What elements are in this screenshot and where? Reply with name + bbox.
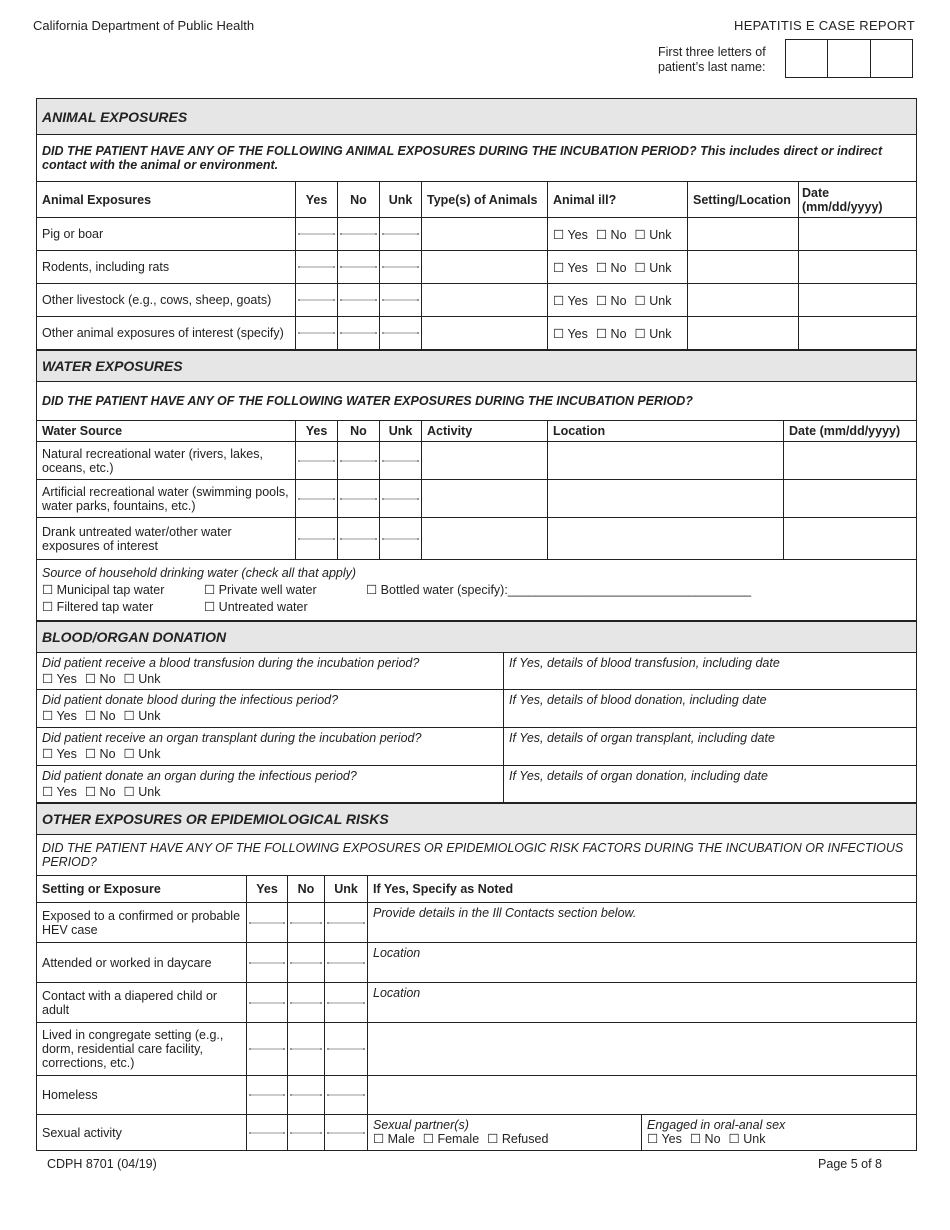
- col-header: Activity: [422, 421, 548, 442]
- yes-checkbox[interactable]: [247, 1076, 288, 1115]
- table-row: [37, 983, 917, 1023]
- row-label: Artificial recreational water (swimming pools, water parks, fountains, etc.): [37, 480, 296, 518]
- col-header: Yes: [296, 421, 338, 442]
- details-field[interactable]: Provide details in the Ill Contacts section below.: [368, 903, 917, 943]
- yes-checkbox[interactable]: [296, 442, 338, 480]
- date-field[interactable]: [784, 480, 917, 518]
- no-checkbox[interactable]: [338, 218, 380, 251]
- location-field[interactable]: Location: [368, 983, 917, 1023]
- blood-question: Did patient receive a blood transfusion during the incubation period? ☐ Yes ☐ No ☐ Unk: [37, 653, 504, 690]
- no-checkbox[interactable]: [338, 317, 380, 350]
- section-question: DID THE PATIENT HAVE ANY OF THE FOLLOWING WATER EXPOSURES DURING THE INCUBATION PERIOD?: [37, 382, 917, 421]
- household-water: [37, 560, 917, 621]
- row-label: Exposed to a confirmed or probable HEV case: [37, 903, 247, 943]
- blood-question: Did patient donate blood during the infectious period? ☐ Yes ☐ No ☐ Unk: [37, 690, 504, 728]
- initial-box[interactable]: [828, 40, 870, 77]
- no-checkbox[interactable]: [338, 284, 380, 317]
- untreated-water-checkbox[interactable]: ☐ Untreated water: [204, 599, 308, 614]
- table-row: [37, 943, 917, 983]
- animal-type-field[interactable]: [422, 317, 548, 350]
- yes-checkbox[interactable]: [247, 943, 288, 983]
- animal-ill-options[interactable]: ☐ Yes ☐ No ☐ Unk: [548, 218, 688, 251]
- no-checkbox[interactable]: [338, 518, 380, 560]
- table-row: [37, 1115, 917, 1151]
- details-field[interactable]: If Yes, details of organ transplant, including date: [504, 728, 917, 766]
- private-well-checkbox[interactable]: ☐ Private well water: [204, 582, 317, 597]
- details-field[interactable]: [368, 1076, 917, 1115]
- col-header: Date (mm/dd/yyyy): [799, 182, 917, 218]
- animal-exposures-table: [36, 98, 917, 350]
- section-title: OTHER EXPOSURES OR EPIDEMIOLOGICAL RISKS: [37, 804, 917, 835]
- animal-type-field[interactable]: [422, 218, 548, 251]
- table-row: [37, 284, 917, 317]
- activity-field[interactable]: [422, 518, 548, 560]
- yes-checkbox[interactable]: [247, 903, 288, 943]
- col-header: Yes: [296, 182, 338, 218]
- col-header: No: [338, 421, 380, 442]
- details-field[interactable]: If Yes, details of blood transfusion, including date: [504, 653, 917, 690]
- table-row: [37, 903, 917, 943]
- row-label: Contact with a diapered child or adult: [37, 983, 247, 1023]
- animal-ill-options[interactable]: ☐ Yes ☐ No ☐ Unk: [548, 251, 688, 284]
- section-title: WATER EXPOSURES: [37, 351, 917, 382]
- location-field[interactable]: [548, 480, 784, 518]
- col-header: If Yes, Specify as Noted: [368, 876, 917, 903]
- row-label: Lived in congregate setting (e.g., dorm, residential care facility, corrections, etc.): [37, 1023, 247, 1076]
- animal-ill-options[interactable]: ☐ Yes ☐ No ☐ Unk: [548, 317, 688, 350]
- household-water-label: Source of household drinking water (check all that apply): [42, 565, 357, 580]
- yes-no-unk-options[interactable]: ☐ Yes ☐ No ☐ Unk: [42, 785, 161, 799]
- table-row: [37, 1076, 917, 1115]
- table-row: [37, 766, 917, 803]
- details-field[interactable]: [368, 1023, 917, 1076]
- oral-anal-label: Engaged in oral-anal sex: [647, 1118, 786, 1132]
- table-row: [37, 653, 917, 690]
- row-label: Sexual activity: [37, 1115, 247, 1151]
- yes-checkbox[interactable]: [296, 284, 338, 317]
- page-number: Page 5 of 8: [818, 1157, 882, 1171]
- unk-checkbox[interactable]: [325, 1115, 368, 1151]
- section-question: DID THE PATIENT HAVE ANY OF THE FOLLOWING EXPOSURES OR EPIDEMIOLOGIC RISK FACTORS DURING THE INCUBATION OR INFECTIOUS PERIOD?: [37, 835, 917, 876]
- col-header: Water Source: [37, 421, 296, 442]
- blood-organ-table: [36, 621, 917, 803]
- no-checkbox[interactable]: [288, 943, 325, 983]
- sexual-partner-field: [368, 1115, 642, 1151]
- unk-checkbox[interactable]: [380, 480, 422, 518]
- other-exposures-table: [36, 803, 917, 1151]
- date-field[interactable]: [799, 218, 917, 251]
- col-header: Animal Exposures: [37, 182, 296, 218]
- yes-checkbox[interactable]: [247, 1115, 288, 1151]
- unk-checkbox[interactable]: [325, 1076, 368, 1115]
- yes-checkbox[interactable]: [296, 251, 338, 284]
- unk-checkbox[interactable]: [325, 943, 368, 983]
- col-header: Unk: [380, 182, 422, 218]
- oral-anal-field: [642, 1115, 917, 1151]
- row-label: Natural recreational water (rivers, lakes, oceans, etc.): [37, 442, 296, 480]
- setting-field[interactable]: [688, 251, 799, 284]
- no-checkbox[interactable]: [288, 983, 325, 1023]
- activity-field[interactable]: [422, 442, 548, 480]
- table-row: [37, 480, 917, 518]
- yes-no-unk-options[interactable]: ☐ Yes ☐ No ☐ Unk: [42, 672, 161, 686]
- table-row: [37, 218, 917, 251]
- yes-checkbox[interactable]: [247, 1023, 288, 1076]
- setting-field[interactable]: [688, 218, 799, 251]
- unk-checkbox[interactable]: [325, 983, 368, 1023]
- no-checkbox[interactable]: [338, 442, 380, 480]
- location-field[interactable]: Location: [368, 943, 917, 983]
- col-header: Type(s) of Animals: [422, 182, 548, 218]
- sexual-partner-label: Sexual partner(s): [373, 1118, 469, 1132]
- row-label: Homeless: [37, 1076, 247, 1115]
- activity-field[interactable]: [422, 480, 548, 518]
- row-label: Rodents, including rats: [37, 251, 296, 284]
- yes-checkbox[interactable]: [296, 480, 338, 518]
- initial-box[interactable]: [871, 40, 912, 77]
- yes-checkbox[interactable]: [296, 317, 338, 350]
- row-label: Drank untreated water/other water exposures of interest: [37, 518, 296, 560]
- filtered-tap-checkbox[interactable]: ☐ Filtered tap water: [42, 599, 154, 614]
- setting-field[interactable]: [688, 284, 799, 317]
- case-report-form: [36, 98, 916, 1151]
- table-row: [37, 518, 917, 560]
- no-checkbox[interactable]: [288, 1115, 325, 1151]
- date-field[interactable]: [799, 251, 917, 284]
- initial-box[interactable]: [786, 40, 828, 77]
- section-question: DID THE PATIENT HAVE ANY OF THE FOLLOWING ANIMAL EXPOSURES DURING THE INCUBATION PERIOD? This includes direct or indirect contact with the animal or environment.: [37, 135, 917, 182]
- animal-type-field[interactable]: [422, 251, 548, 284]
- table-row: [37, 728, 917, 766]
- col-header: No: [338, 182, 380, 218]
- initials-label: First three letters of patient’s last name:: [658, 45, 766, 74]
- date-field[interactable]: [784, 442, 917, 480]
- no-checkbox[interactable]: [338, 480, 380, 518]
- date-field[interactable]: [799, 284, 917, 317]
- row-label: Pig or boar: [37, 218, 296, 251]
- unk-checkbox[interactable]: [380, 442, 422, 480]
- yes-checkbox[interactable]: [296, 518, 338, 560]
- report-title: HEPATITIS E CASE REPORT: [734, 18, 915, 33]
- date-field[interactable]: [784, 518, 917, 560]
- yes-no-unk-options[interactable]: ☐ Yes ☐ No ☐ Unk: [42, 747, 161, 761]
- col-header: Unk: [325, 876, 368, 903]
- row-label: Attended or worked in daycare: [37, 943, 247, 983]
- table-row: [37, 251, 917, 284]
- blood-question: Did patient donate an organ during the infectious period? ☐ Yes ☐ No ☐ Unk: [37, 766, 504, 803]
- location-field[interactable]: [548, 442, 784, 480]
- col-header: Location: [548, 421, 784, 442]
- table-row: [37, 317, 917, 350]
- water-exposures-table: [36, 350, 917, 621]
- col-header: Animal ill?: [548, 182, 688, 218]
- table-row: [37, 1023, 917, 1076]
- blood-question: Did patient receive an organ transplant during the incubation period? ☐ Yes ☐ No ☐ Unk: [37, 728, 504, 766]
- unk-checkbox[interactable]: [380, 518, 422, 560]
- unk-checkbox[interactable]: [325, 1023, 368, 1076]
- row-label: Other animal exposures of interest (specify): [37, 317, 296, 350]
- col-header: Setting/Location: [688, 182, 799, 218]
- table-row: [37, 690, 917, 728]
- yes-no-unk-options[interactable]: ☐ Yes ☐ No ☐ Unk: [42, 709, 161, 723]
- section-title: BLOOD/ORGAN DONATION: [37, 622, 917, 653]
- no-checkbox[interactable]: [288, 903, 325, 943]
- unk-checkbox[interactable]: [380, 317, 422, 350]
- unk-checkbox[interactable]: [380, 284, 422, 317]
- no-checkbox[interactable]: [338, 251, 380, 284]
- table-row: [37, 442, 917, 480]
- row-label: Other livestock (e.g., cows, sheep, goats): [37, 284, 296, 317]
- unk-checkbox[interactable]: [325, 903, 368, 943]
- form-id: CDPH 8701 (04/19): [47, 1157, 157, 1171]
- setting-field[interactable]: [688, 317, 799, 350]
- col-header: Yes: [247, 876, 288, 903]
- oral-anal-options[interactable]: ☐ Yes ☐ No ☐ Unk: [647, 1132, 766, 1146]
- animal-ill-options[interactable]: ☐ Yes ☐ No ☐ Unk: [548, 284, 688, 317]
- no-checkbox[interactable]: [288, 1023, 325, 1076]
- col-header: Unk: [380, 421, 422, 442]
- col-header: Setting or Exposure: [37, 876, 247, 903]
- col-header: Date (mm/dd/yyyy): [784, 421, 917, 442]
- col-header: No: [288, 876, 325, 903]
- unk-checkbox[interactable]: [380, 218, 422, 251]
- section-title: ANIMAL EXPOSURES: [37, 99, 917, 135]
- initials-boxes[interactable]: [785, 39, 913, 78]
- yes-checkbox[interactable]: [247, 983, 288, 1023]
- agency-name: California Department of Public Health: [33, 18, 255, 33]
- no-checkbox[interactable]: [288, 1076, 325, 1115]
- unk-checkbox[interactable]: [380, 251, 422, 284]
- sexual-partner-options[interactable]: ☐ Male ☐ Female ☐ Refused: [373, 1132, 549, 1146]
- location-field[interactable]: [548, 518, 784, 560]
- details-field[interactable]: If Yes, details of organ donation, including date: [504, 766, 917, 803]
- municipal-tap-checkbox[interactable]: ☐ Municipal tap water: [42, 582, 165, 597]
- bottled-water-checkbox[interactable]: ☐ Bottled water (specify):___________________________________: [366, 582, 752, 597]
- animal-type-field[interactable]: [422, 284, 548, 317]
- details-field[interactable]: If Yes, details of blood donation, including date: [504, 690, 917, 728]
- date-field[interactable]: [799, 317, 917, 350]
- yes-checkbox[interactable]: [296, 218, 338, 251]
